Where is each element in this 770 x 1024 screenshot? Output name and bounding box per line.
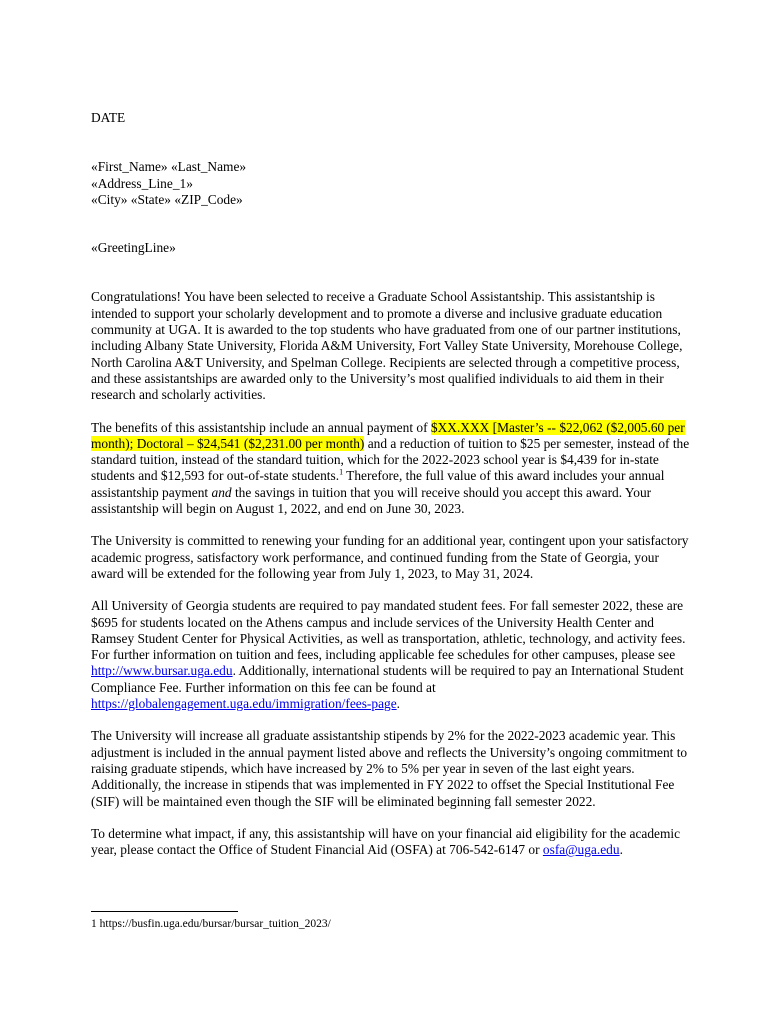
letter-body [91,110,691,874]
financial-aid-text-end: . [619,842,623,858]
fees-text-start: All University of Georgia students are required to pay mandated student fees. For fall semester 2022, these are $695 for students located on the Athens campus and include services of the University Health Center and Ramsey Student Center for Physical Activities, as well as transportation, athletic, technology, and activity fees. For further information on tuition and fees, including applicable fee schedules for other campuses, please see [91,598,686,663]
paragraph-fees [91,598,691,712]
footnote [91,917,331,931]
paragraph-stipend-increase: The University will increase all graduate assistantship stipends by 2% for the 2022-2023 academic year. This adjustment is included in the annual payment listed above and reflects the University’s ongoing commitment to raising graduate stipends, which have increased by 2% to 5% per year in seven of the last eight years. Additionally, the increase in stipends that was implemented in FY 2022 to offset the Special Institutional Fee (SIF) will be maintained even though the SIF will be eliminated beginning fall semester 2022. [91,728,688,809]
paragraph-benefits [91,420,691,518]
osfa-email-link[interactable]: osfa@uga.edu [542,842,620,858]
highlighted-payment-amount: $XX.XXX [Master’s -- $22,062 ($2,005.60 per month); Doctoral – $24,541 ($2,231.00 per month) [91,419,685,451]
fees-page-link[interactable]: https://globalengagement.uga.edu/immigration/fees-page [91,696,397,712]
emphasis-and: and [211,484,232,500]
date-line: DATE [91,110,126,125]
benefits-text-after: Therefore, the full value of this award includes your annual assistantship payment [91,468,665,500]
financial-aid-text: To determine what impact, if any, this assistantship will have on your financial aid eligibility for the academic year, please contact the Office of Student Financial Aid (OSFA) at 706-542-6147 or [91,825,681,858]
footnote-reference: 1 [339,467,344,477]
footnote-divider [91,911,238,912]
address-street-line: «Address_Line_1» [91,175,193,191]
paragraph-financial-aid [91,826,691,859]
address-city-line: «City» «State» «ZIP_Code» [91,191,243,207]
address-block [91,159,691,208]
bursar-link[interactable]: http://www.bursar.uga.edu [91,663,233,679]
paragraph-renewal: The University is committed to renewing your funding for an additional year, contingent upon your satisfactory academic progress, satisfactory work performance, and continued funding from the State of Georgia, your award will be extended for the following year from July 1, 2023, to May 31, 2024. [91,533,689,581]
fees-text-end: . [396,696,401,712]
paragraph-congratulations: Congratulations! You have been selected to receive a Graduate School Assistantship. This assistantship is intended to support your scholarly development and to promote a diverse and inclusive graduate education community at UGA. It is awarded to the top students who have graduated from one of our partner institutions, including Albany State University, Florida A&M University, Fort Valley State University, Morehouse College, North Carolina A&T University, and Spelman College. Recipients are selected through a competitive process, and these assistantships are awarded only to the University’s most qualified individuals to aid them in their research and scholarly activities. [91,289,683,403]
address-name-line: «First_Name» «Last_Name» [91,159,247,175]
benefits-text-end: the savings in tuition that you will receive should you accept this award. Your assistantship will begin on August 1, 2022, and end on June 30, 2023. [91,484,652,517]
footnote-number: 1 [91,918,97,930]
greeting-line: «GreetingLine» [91,240,176,256]
benefits-text-start: The benefits of this assistantship include an annual payment of [91,419,431,435]
benefits-text-middle: and a reduction of tuition to $25 per semester, instead of the standard tuition, instead of the standard tuition, which for the 2022-2023 school year is $4,439 for in-state students and $12,593 for out-of-state students. [91,435,690,484]
footnote-text: https://busfin.uga.edu/bursar/bursar_tuition_2023/ [96,918,331,930]
fees-text-middle: . Additionally, international students will be required to pay an International Student Compliance Fee. Further information on this fee can be found at [91,663,684,695]
